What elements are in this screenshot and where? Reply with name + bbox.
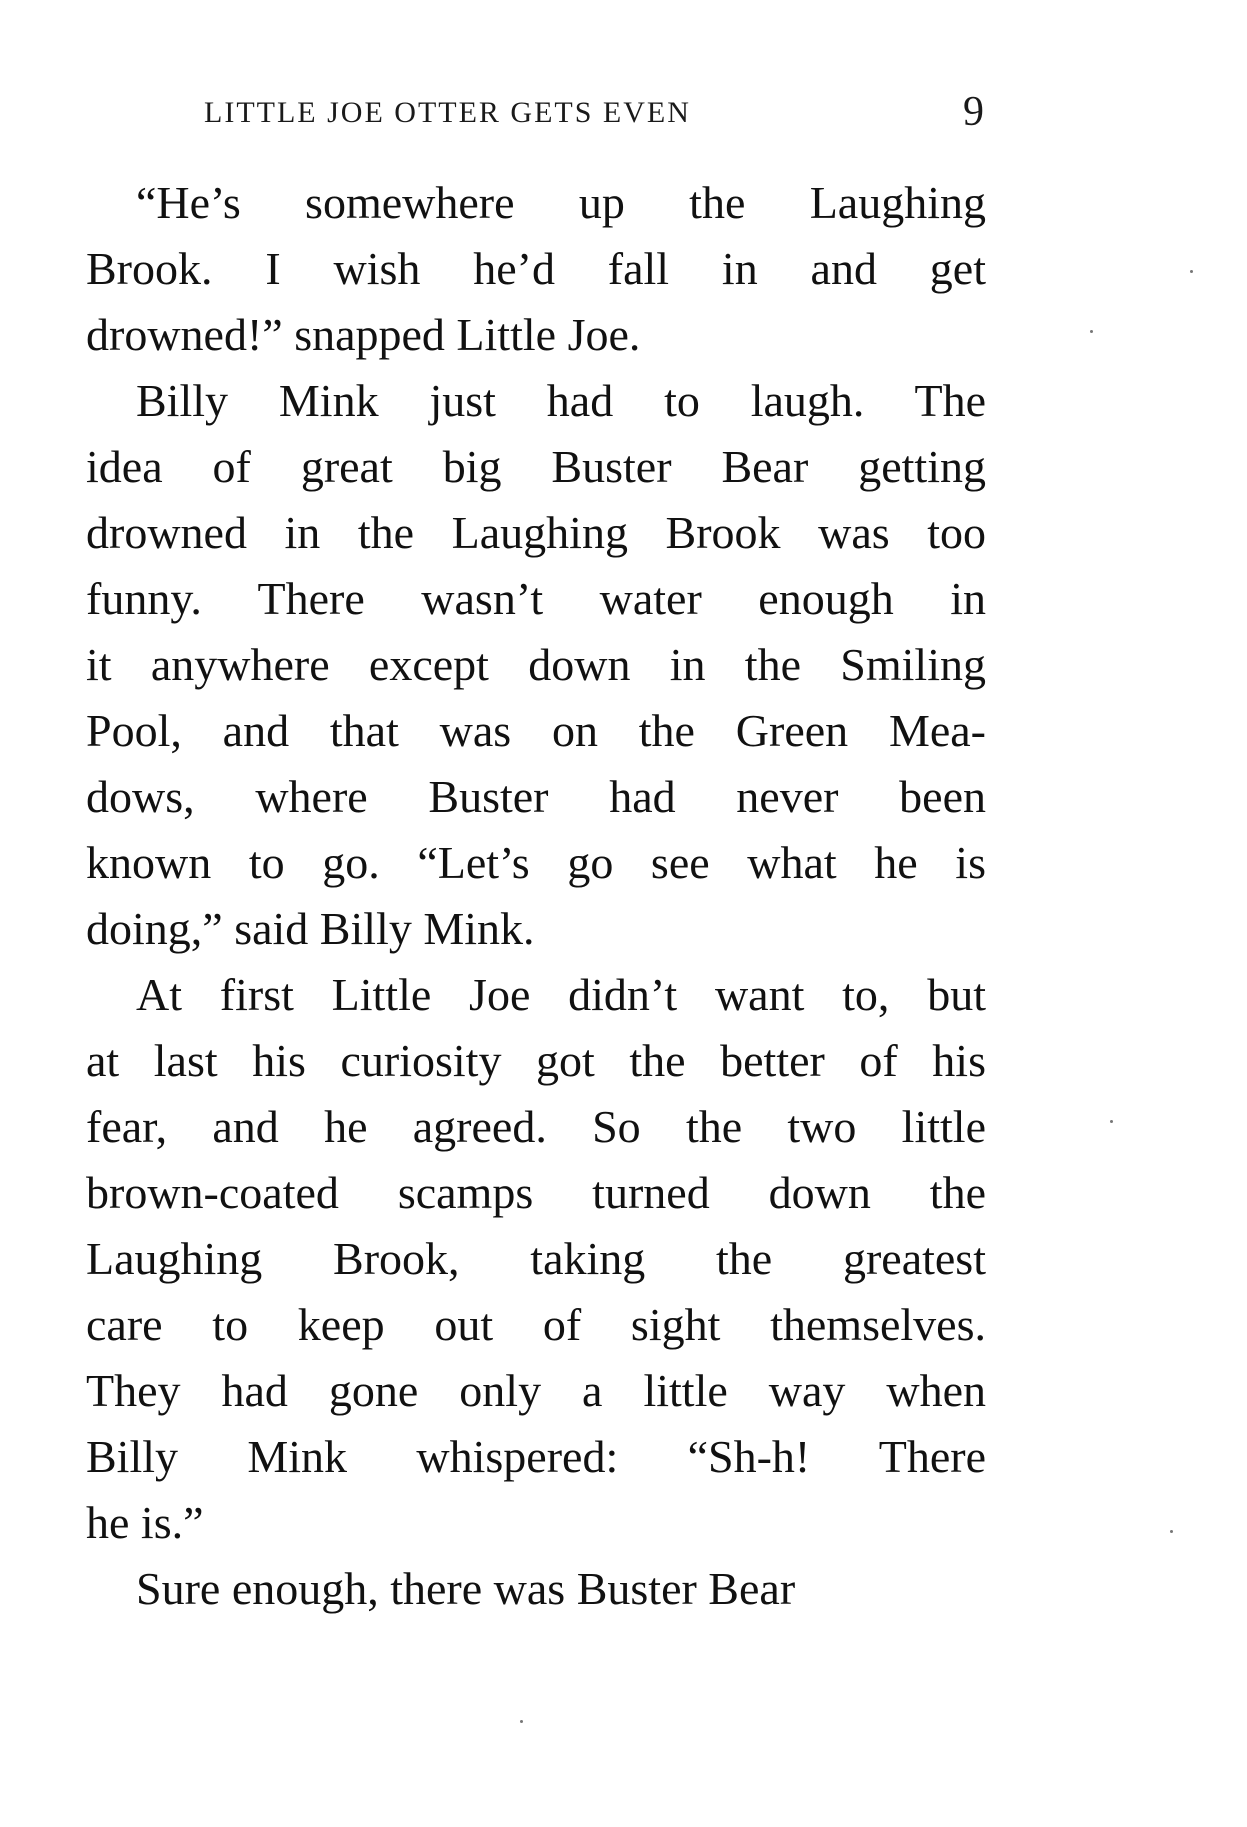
scan-speck [1190, 270, 1193, 273]
text-line: Brook. I wish he’d fall in and get [86, 243, 986, 294]
text-line: he is.” [86, 1497, 204, 1548]
text-line: drowned!” snapped Little Joe. [86, 309, 641, 360]
page-number: 9 [963, 89, 984, 135]
paragraph [86, 1556, 986, 1622]
running-head [204, 89, 984, 135]
paragraph [86, 962, 986, 1556]
text-line: known to go. “Let’s go see what he is [86, 837, 986, 888]
scan-speck [1110, 1120, 1113, 1123]
scan-speck [520, 1720, 523, 1723]
scan-speck [1090, 330, 1093, 333]
paragraph [86, 170, 986, 368]
text-line: Laughing Brook, taking the greatest [86, 1233, 986, 1284]
text-line: care to keep out of sight themselves. [86, 1299, 986, 1350]
body-text [86, 170, 986, 1622]
text-line: They had gone only a little way when [86, 1365, 986, 1416]
text-line: fear, and he agreed. So the two little [86, 1101, 986, 1152]
text-line: Billy Mink whispered: “Sh-h! There [86, 1431, 986, 1482]
text-line: Pool, and that was on the Green Mea- [86, 705, 986, 756]
text-line: funny. There wasn’t water enough in [86, 573, 986, 624]
text-line: Sure enough, there was Buster Bear [136, 1563, 796, 1614]
text-line: brown-coated scamps turned down the [86, 1167, 986, 1218]
text-line: dows, where Buster had never been [86, 771, 986, 822]
text-line: At first Little Joe didn’t want to, but [136, 969, 986, 1020]
running-title: LITTLE JOE OTTER GETS EVEN [204, 96, 691, 129]
text-line: drowned in the Laughing Brook was too [86, 507, 986, 558]
paragraph [86, 368, 986, 962]
text-line: Billy Mink just had to laugh. The [136, 375, 986, 426]
text-line: at last his curiosity got the better of his [86, 1035, 986, 1086]
text-line: doing,” said Billy Mink. [86, 903, 535, 954]
text-line: it anywhere except down in the Smiling [86, 639, 986, 690]
text-line: “He’s somewhere up the Laughing [136, 177, 986, 228]
scan-speck [1170, 1530, 1173, 1533]
text-line: idea of great big Buster Bear getting [86, 441, 986, 492]
